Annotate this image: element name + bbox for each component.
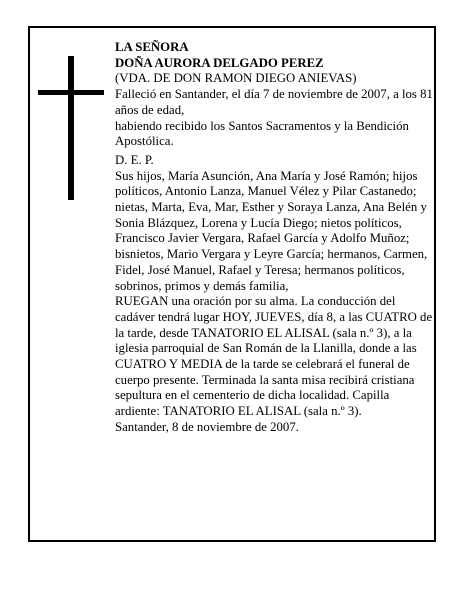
sacraments-line: habiendo recibido los Santos Sacramentos y la Bendición Apostólica. xyxy=(115,118,409,149)
deceased-name: DOÑA AURORA DELGADO PEREZ xyxy=(115,55,324,70)
cross-horizontal-bar xyxy=(38,90,104,95)
family-list: Sus hijos, María Asunción, Ana María y José Ramón; hijos políticos, Antonio Lanza, Manuel Vélez y Pilar Castanedo; nietas, Marta, Eva, Mar, Esther y Soraya Lanza, Ana Belén y Sonia Blázquez, Lorena y Lucía Diego; nietos políticos, Francisco Javier Vergara, Rafael García y Adolfo Muñoz; bisnietos, Mario Vergara y Leyre García; hermanos, Carmen, Fidel, José Manuel, Rafael y Teresa; hermanos políticos, sobrinos, primos y demás familia, xyxy=(115,168,428,293)
cross-vertical-bar xyxy=(68,56,74,200)
obituary-notice xyxy=(28,26,436,542)
dep-line: D. E. P. xyxy=(115,152,154,167)
death-info: Falleció en Santander, el día 7 de noviembre de 2007, a los 81 años de edad, xyxy=(115,87,433,117)
place-date: Santander, 8 de noviembre de 2007. xyxy=(115,419,299,434)
funeral-request: RUEGAN una oración por su alma. La conducción del cadáver tendrá lugar HOY, JUEVES, día 8, a las CUATRO de la tarde, desde TANATORIO EL ALISAL (sala n.º 3), a la iglesia parroquial de San Román de la Llanilla, donde a las CUATRO Y MEDIA de la tarde se celebrará el funeral de cuerpo presente. Terminada la santa misa recibirá cristiana sepultura en el cementerio de dicha localidad. Capilla ardiente: TANATORIO EL ALISAL (sala n.º 3). xyxy=(115,294,433,419)
name-title: LA SEÑORA xyxy=(115,40,189,54)
widow-of-line: (VDA. DE DON RAMON DIEGO ANIEVAS) xyxy=(115,71,357,86)
obituary-text xyxy=(115,40,433,436)
